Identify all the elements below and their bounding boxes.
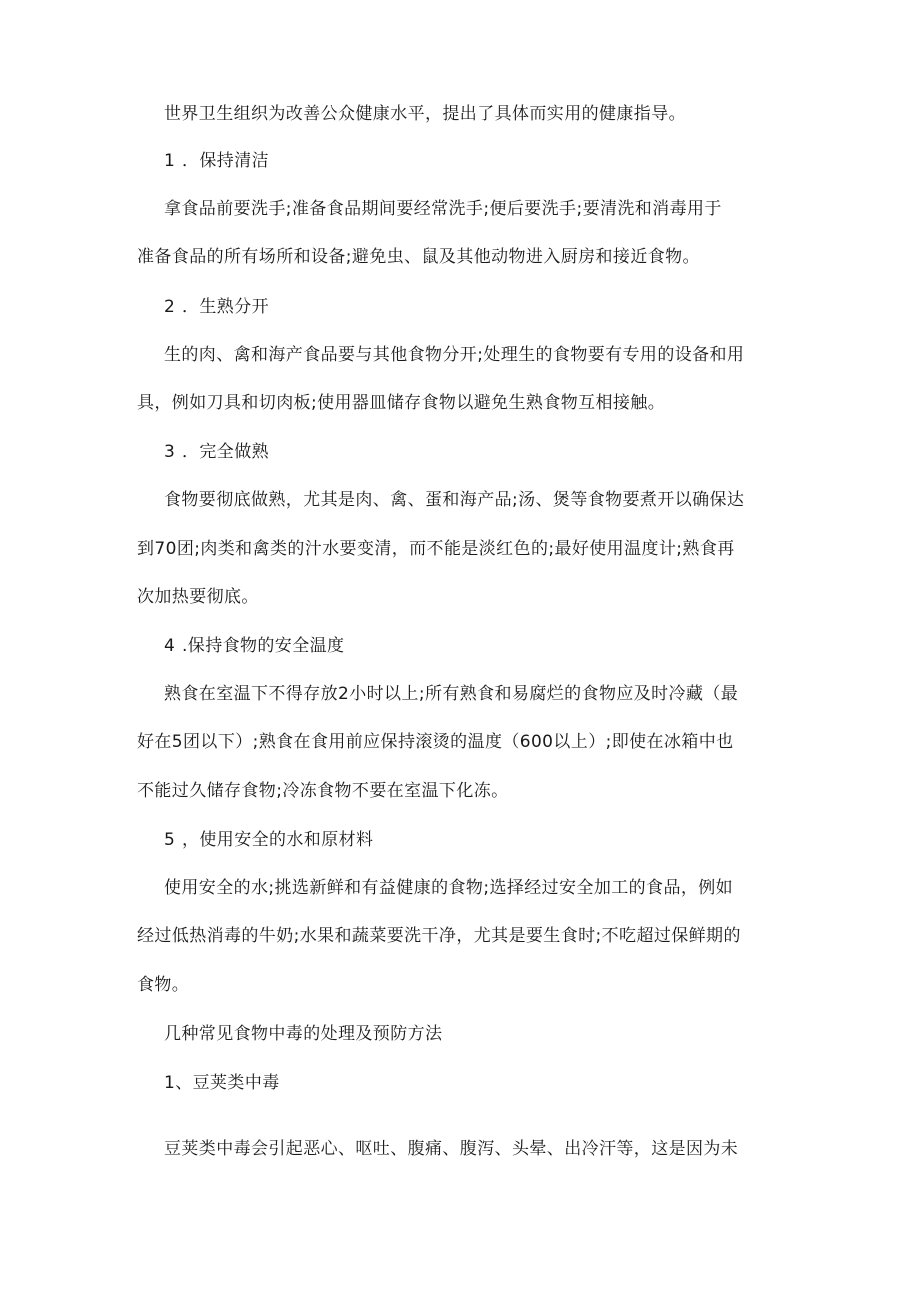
section-heading-1 (164, 149, 269, 173)
section-title: .保持食物的安全温度 (182, 636, 345, 656)
section-heading-2 (164, 295, 269, 319)
section-title: ．保持清洁 (182, 151, 269, 171)
section-5-line-3: 食物。 (137, 975, 190, 995)
section-2-line-1: 生的肉、禽和海产食品要与其他食物分开;处理生的食物要有专用的设备和用 (164, 345, 745, 365)
section-title: ．完全做熟 (182, 442, 269, 462)
section-number: 3 (164, 442, 176, 462)
section-number: 4 (164, 636, 176, 656)
section-1-line-2: 准备食品的所有场所和设备;避免虫、鼠及其他动物进入厨房和接近食物。 (137, 247, 700, 267)
subsection-line-1: 豆荚类中毒会引起恶心、呕吐、腹痛、腹泻、头晕、出冷汗等，这是因为未 (164, 1139, 739, 1159)
section-heading-5 (164, 828, 373, 852)
section-4-line-1: 熟食在室温下不得存放2小时以上;所有熟食和易腐烂的食物应及时冷藏（最 (164, 684, 739, 704)
section-3-line-1: 食物要彻底做熟，尤其是肉、禽、蛋和海产品;汤、煲等食物要煮开以确保达 (164, 490, 745, 510)
section-number: 2 (164, 297, 176, 317)
section-heading-4 (164, 634, 344, 658)
section-4-line-3: 不能过久储存食物;冷冻食物不要在室温下化冻。 (137, 781, 509, 801)
section-5-line-2: 经过低热消毒的牛奶;水果和蔬菜要洗干净，尤其是要生食时;不吃超过保鲜期的 (137, 926, 741, 946)
section-number: 1 (164, 151, 176, 171)
section-3-line-2: 到70团;肉类和禽类的汁水要变清，而不能是淡红色的;最好使用温度计;熟食再 (137, 539, 735, 559)
section-1-line-1: 拿食品前要洗手;准备食品期间要经常洗手;便后要洗手;要清洗和消毒用于 (164, 199, 722, 219)
intro-paragraph: 世界卫生组织为改善公众健康水平，提出了具体而实用的健康指导。 (164, 104, 686, 124)
section-4-line-2: 好在5团以下）;熟食在食用前应保持滚烫的温度（600以上）;即使在冰箱中也 (137, 732, 734, 752)
subtitle: 几种常见食物中毒的处理及预防方法 (164, 1024, 443, 1044)
section-2-line-2: 具，例如刀具和切肉板;使用器皿储存食物以避免生熟食物互相接触。 (137, 393, 666, 413)
section-title: ，使用安全的水和原材料 (182, 830, 374, 850)
section-3-line-3: 次加热要彻底。 (137, 587, 259, 607)
section-number: 5 (164, 830, 176, 850)
section-title: ．生熟分开 (182, 297, 269, 317)
section-5-line-1: 使用安全的水;挑选新鲜和有益健康的食物;选择经过安全加工的食品，例如 (164, 878, 734, 898)
section-heading-3 (164, 440, 269, 464)
subsection-heading: 1、豆荚类中毒 (164, 1073, 280, 1093)
